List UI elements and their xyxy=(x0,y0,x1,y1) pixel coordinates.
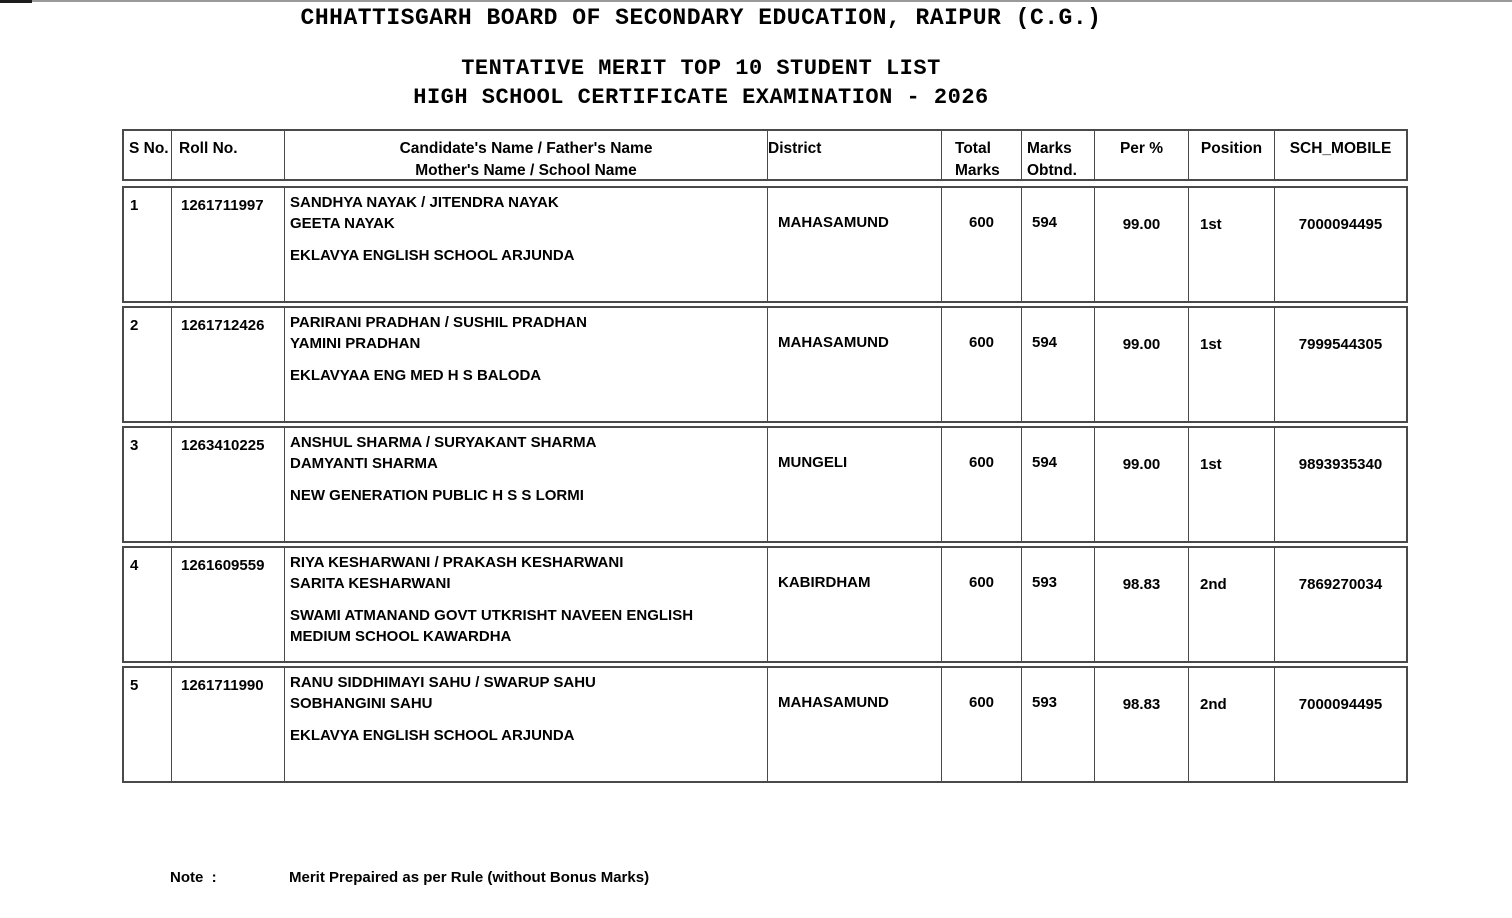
mother-name: SOBHANGINI SAHU xyxy=(290,695,433,712)
cell-district: KABIRDHAM xyxy=(768,548,942,661)
cell-school-mobile: 9893935340 xyxy=(1298,456,1383,473)
cell-marks-obtained: 594 xyxy=(1022,188,1095,301)
cell-candidate-name xyxy=(285,428,768,541)
header-candidate-name xyxy=(285,131,768,179)
cell-s-no: 1 xyxy=(124,188,172,301)
cell-position: 1st xyxy=(1189,188,1275,301)
cell-candidate-name xyxy=(285,668,768,781)
cell-total-marks: 600 xyxy=(942,548,1022,661)
cell-percentage: 99.00 xyxy=(1095,428,1189,541)
header-total-marks xyxy=(942,131,1022,179)
header-position: Position xyxy=(1189,131,1275,179)
exam-title: HIGH SCHOOL CERTIFICATE EXAMINATION - 2026 xyxy=(413,85,989,110)
cell-total-marks: 600 xyxy=(942,308,1022,421)
header-roll-no: Roll No. xyxy=(172,131,285,179)
table-row xyxy=(122,426,1408,543)
cell-marks-obtained: 594 xyxy=(1022,308,1095,421)
school-name: SWAMI ATMANAND GOVT UTKRISHT NAVEEN ENGLISH MEDIUM SCHOOL KAWARDHA xyxy=(290,607,694,645)
cell-percentage: 99.00 xyxy=(1095,308,1189,421)
note-label: Note : xyxy=(170,869,217,886)
header-marks-obtained-line2: Obtnd. xyxy=(1027,162,1077,179)
header-marks-obtained-line1: Marks xyxy=(1027,140,1072,157)
cell-percentage: 98.83 xyxy=(1095,548,1189,661)
candidate-father-name: RANU SIDDHIMAYI SAHU / SWARUP SAHU xyxy=(290,674,596,691)
cell-s-no: 5 xyxy=(124,668,172,781)
cell-candidate-name xyxy=(285,188,768,301)
cell-percentage: 99.00 xyxy=(1095,188,1189,301)
table-row xyxy=(122,306,1408,423)
cell-percentage: 98.83 xyxy=(1095,668,1189,781)
cell-district: MUNGELI xyxy=(768,428,942,541)
cell-roll-no: 1263410225 xyxy=(172,428,285,541)
header-candidate-name-line2: Mother's Name / School Name xyxy=(415,162,637,179)
header-district: District xyxy=(768,131,942,179)
mother-name: DAMYANTI SHARMA xyxy=(290,455,438,472)
header-s-no: S No. xyxy=(124,131,172,179)
table-row xyxy=(122,546,1408,663)
cell-total-marks: 600 xyxy=(942,188,1022,301)
mother-name: GEETA NAYAK xyxy=(290,215,395,232)
cell-school-mobile: 7869270034 xyxy=(1298,576,1383,593)
school-name: EKLAVYA ENGLISH SCHOOL ARJUNDA xyxy=(290,247,575,264)
cell-position: 1st xyxy=(1189,308,1275,421)
header-percentage: Per % xyxy=(1095,131,1189,179)
candidate-father-name: SANDHYA NAYAK / JITENDRA NAYAK xyxy=(290,194,559,211)
merit-table xyxy=(122,129,1408,786)
header-marks-obtained xyxy=(1022,131,1095,179)
header-candidate-name-line1: Candidate's Name / Father's Name xyxy=(399,140,653,157)
cell-total-marks: 600 xyxy=(942,668,1022,781)
cell-s-no: 4 xyxy=(124,548,172,661)
header-total-marks-line1: Total xyxy=(955,140,991,157)
candidate-father-name: ANSHUL SHARMA / SURYAKANT SHARMA xyxy=(290,434,597,451)
merit-list-title: TENTATIVE MERIT TOP 10 STUDENT LIST xyxy=(461,56,941,81)
school-name: NEW GENERATION PUBLIC H S S LORMI xyxy=(290,487,584,504)
cell-district: MAHASAMUND xyxy=(768,188,942,301)
mother-name: YAMINI PRADHAN xyxy=(290,335,421,352)
table-row xyxy=(122,666,1408,783)
cell-total-marks: 600 xyxy=(942,428,1022,541)
candidate-father-name: RIYA KESHARWANI / PRAKASH KESHARWANI xyxy=(290,554,624,571)
cell-position: 2nd xyxy=(1189,668,1275,781)
cell-district: MAHASAMUND xyxy=(768,308,942,421)
mother-name: SARITA KESHARWANI xyxy=(290,575,451,592)
cell-roll-no: 1261711990 xyxy=(172,668,285,781)
cell-candidate-name xyxy=(285,548,768,661)
cell-school-mobile: 7000094495 xyxy=(1298,696,1383,713)
cell-marks-obtained: 593 xyxy=(1022,668,1095,781)
cell-school-mobile: 7999544305 xyxy=(1298,336,1383,353)
cell-roll-no: 1261609559 xyxy=(172,548,285,661)
table-body xyxy=(122,186,1408,783)
cell-position: 2nd xyxy=(1189,548,1275,661)
cell-position: 1st xyxy=(1189,428,1275,541)
cell-school-mobile: 7000094495 xyxy=(1298,216,1383,233)
cell-district: MAHASAMUND xyxy=(768,668,942,781)
school-name: EKLAVYA ENGLISH SCHOOL ARJUNDA xyxy=(290,727,575,744)
footer-note xyxy=(170,869,649,886)
cell-roll-no: 1261712426 xyxy=(172,308,285,421)
note-text: Merit Prepaired as per Rule (without Bonus Marks) xyxy=(289,869,650,886)
document-header xyxy=(0,0,1402,110)
header-school-mobile: SCH_MOBILE xyxy=(1289,140,1392,157)
cell-candidate-name xyxy=(285,308,768,421)
cell-roll-no: 1261711997 xyxy=(172,188,285,301)
school-name: EKLAVYAA ENG MED H S BALODA xyxy=(290,367,542,384)
cell-marks-obtained: 594 xyxy=(1022,428,1095,541)
cell-marks-obtained: 593 xyxy=(1022,548,1095,661)
board-title: CHHATTISGARH BOARD OF SECONDARY EDUCATION, RAIPUR (C.G.) xyxy=(300,5,1102,31)
candidate-father-name: PARIRANI PRADHAN / SUSHIL PRADHAN xyxy=(290,314,587,331)
cell-s-no: 2 xyxy=(124,308,172,421)
table-row xyxy=(122,186,1408,303)
table-header-row xyxy=(122,129,1408,181)
header-total-marks-line2: Marks xyxy=(955,162,1000,179)
cell-s-no: 3 xyxy=(124,428,172,541)
